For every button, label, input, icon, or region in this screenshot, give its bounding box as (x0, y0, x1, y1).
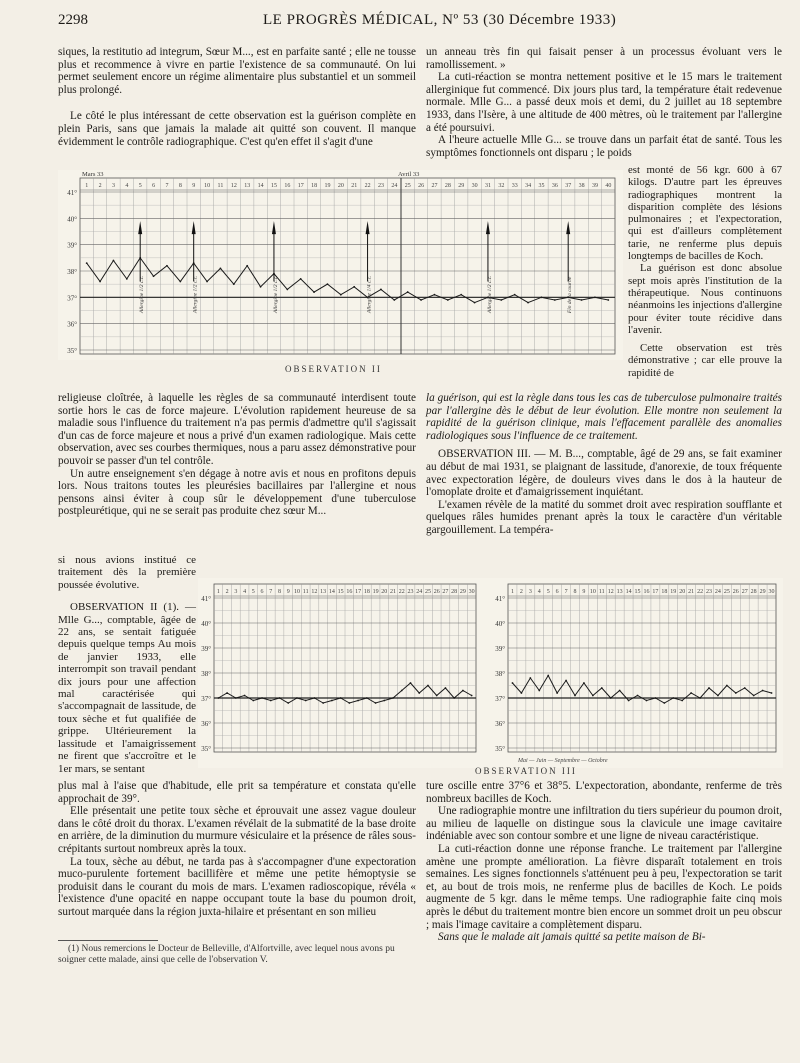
temperature-point (233, 283, 235, 285)
day-number-label: 25 (723, 589, 730, 595)
temperature-point (305, 700, 307, 702)
temperature-point (744, 687, 746, 689)
day-number-label: 28 (444, 183, 451, 189)
injection-marker-label: Fin de la courbe (567, 276, 574, 314)
day-number-label: 29 (759, 589, 766, 595)
day-number-label: 30 (768, 589, 775, 595)
injection-marker-label: Allergine 1/2 c.c. (192, 275, 199, 314)
temperature-point (529, 677, 531, 679)
day-number-label: 34 (525, 183, 532, 189)
injection-marker-label: Allergine 1/2 c.c. (139, 275, 146, 314)
day-number-label: 8 (278, 589, 281, 595)
day-number-label: 10 (204, 183, 211, 189)
temperature-point (260, 286, 262, 288)
day-number-label: 11 (217, 183, 224, 189)
temperature-point (313, 291, 315, 293)
chart-caption: OBSERVATION II (285, 364, 382, 374)
temperature-point (681, 700, 683, 702)
footnote-rule (58, 940, 158, 941)
temperature-point (672, 697, 674, 699)
paragraph: Un autre enseignement s'en dégage à notre avis et nous en profitons depuis lors. Nous traitons toutes les pleurésies bacillaires par l'allergine et nous pensons ainsi éviter à coup sûr le développement d'une tuberculose postpleurétique, qui ne se serait pas produite chez sœur M... (58, 467, 416, 518)
temperature-point (462, 690, 464, 692)
y-tick-label: 41° (67, 189, 77, 197)
y-tick-label: 40° (67, 215, 77, 224)
temperature-point (771, 692, 773, 694)
temperature-point (594, 296, 596, 298)
day-number-label: 19 (670, 589, 677, 595)
day-number-label: 35 (538, 183, 545, 189)
paragraph: ture oscille entre 37°6 et 38°5. L'expectoration, abondante, renferme de très nombreux bacilles de Koch. (426, 780, 782, 805)
temperature-point (287, 702, 289, 704)
day-number-label: 24 (391, 183, 398, 189)
temperature-point (717, 695, 719, 697)
paragraph: est monté de 56 kgr. 600 à 67 kilogs. D'autre part les épreuves radiographiques montrent la disparition complète des lésions pulmonaires ; et l'expectoration, qui est d'ailleurs complètement tarie, ne renferme plus depuis longtemps de bacilles de Koch. (628, 164, 782, 263)
temperature-point (619, 690, 621, 692)
temperature-point (99, 281, 101, 283)
start-month-label: Mars 33 (82, 171, 104, 178)
day-number-label: 22 (398, 589, 405, 595)
day-number-label: 29 (459, 589, 466, 595)
right-column-middle (426, 392, 782, 537)
right-column-top (426, 46, 782, 159)
day-number-label: 6 (260, 589, 264, 595)
temperature-point (514, 294, 516, 296)
temperature-point (610, 697, 612, 699)
day-number-label: 13 (616, 589, 623, 595)
day-number-label: 31 (484, 183, 491, 189)
day-number-label: 5 (138, 183, 142, 189)
temperature-point (366, 697, 368, 699)
temperature-point (380, 289, 382, 291)
temperature-point (601, 687, 603, 689)
day-number-label: 2 (98, 183, 102, 189)
paragraph: A l'heure actuelle Mlle G... se trouve dans un parfait état de santé. Tous les symptômes fonctionnels ont disparu ; le poids (426, 134, 782, 159)
day-number-label: 21 (688, 589, 695, 595)
day-number-label: 11 (302, 589, 309, 595)
day-number-label: 10 (589, 589, 596, 595)
day-number-label: 15 (634, 589, 641, 595)
temperature-point (556, 692, 558, 694)
temperature-point (628, 700, 630, 702)
temperature-chart-observation-3 (198, 578, 783, 768)
day-number-label: 11 (598, 589, 605, 595)
temperature-point (512, 682, 514, 684)
temperature-point (383, 700, 385, 702)
y-tick-label: 37° (495, 695, 505, 703)
day-number-label: 22 (697, 589, 704, 595)
right-column-bottom (426, 780, 782, 944)
day-number-label: 13 (320, 589, 327, 595)
day-number-label: 14 (625, 589, 632, 595)
temperature-point (331, 700, 333, 702)
temperature-point (420, 299, 422, 301)
temperature-point (410, 682, 412, 684)
paragraph: si nous avions institué ce traitement dès la première poussée évolutive. (58, 554, 196, 591)
day-number-label: 3 (111, 183, 115, 189)
temperature-point (113, 260, 115, 262)
day-number-label: 5 (251, 589, 255, 595)
day-number-label: 29 (458, 183, 465, 189)
day-number-label: 27 (442, 589, 449, 595)
y-tick-label: 41° (495, 595, 505, 603)
temperature-point (762, 690, 764, 692)
day-number-label: 1 (510, 589, 514, 595)
day-number-label: 20 (679, 589, 686, 595)
temperature-point (353, 286, 355, 288)
observation-2-paragraph: OBSERVATION II (1). — Mlle G..., comptable, âgée de 22 ans, se sentait fatiguée depuis quelque temps Au mois de janvier 1933, elle interrompit son travail pendant dix jours pour une affection mal caractérisée qui s'accompagnait de lassitude, de toux sèche et fut qualifiée de grippe. Ultérieurement la lassitude et l'amaigrissement ne firent que s'accroître et le 1er mars, se sentant (58, 601, 196, 775)
paragraph: La toux, sèche au début, ne tarda pas à s'accompagner d'une expectoration muco-purulente fortement bacillifère et même une petite hémoptysie se produisit dans le courant du mois de mars. L'examen radioscopique, révéla « l'existence d'une opacité en nappe occupant toute la base du poumon droit, surtout marquée dans la région juxta-hilaire et présentant en son milieu (58, 855, 416, 918)
temperature-point (261, 697, 263, 699)
day-number-label: 9 (286, 589, 290, 595)
temperature-point (226, 692, 228, 694)
temperature-point (126, 278, 128, 280)
day-number-label: 40 (605, 183, 612, 189)
temperature-point (547, 675, 549, 677)
temperature-point (471, 695, 473, 697)
day-number-label: 2 (225, 589, 229, 595)
temperature-point (699, 697, 701, 699)
temperature-point (348, 702, 350, 704)
temperature-point (427, 685, 429, 687)
temperature-point (655, 697, 657, 699)
y-tick-label: 40° (495, 620, 505, 628)
day-number-label: 18 (661, 589, 668, 595)
paragraph: Cette observation est très démonstrative ; car elle prouve la rapidité de (628, 342, 782, 379)
observation-3-paragraph: OBSERVATION III. — M. B..., comptable, âgé de 29 ans, se fait examiner au début de mai 1931, se plaignant de lassitude, d'anorexie, de toux fréquente avec expectoration légère, de douleurs vives dans le dos à la hauteur de l'omoplate droite et d'amaigrissement inquiétant. (426, 448, 782, 499)
day-number-label: 23 (407, 589, 414, 595)
day-number-label: 21 (351, 183, 358, 189)
temperature-point (300, 278, 302, 280)
day-number-label: 18 (363, 589, 370, 595)
day-number-label: 26 (732, 589, 739, 595)
right-column-beside-chart (628, 164, 782, 379)
temperature-point (393, 299, 395, 301)
temperature-point (726, 685, 728, 687)
injection-marker-label: Allergine 1/2 c.c. (486, 275, 493, 314)
day-number-label: 23 (377, 183, 384, 189)
day-number-label: 4 (537, 589, 541, 595)
temperature-point (436, 695, 438, 697)
temperature-point (527, 302, 529, 304)
temperature-point (500, 299, 502, 301)
temperature-point (314, 697, 316, 699)
temperature-point (206, 281, 208, 283)
temperature-point (708, 687, 710, 689)
day-number-label: 19 (372, 589, 379, 595)
temperature-point (541, 296, 543, 298)
paragraph: Une radiographie montre une infiltration du tiers supérieur du poumon droit, au milieu de laquelle on distingue sous la clavicule une image cavitaire indéniable avec son contour sombre et une ligne de niveau caractéristique. (426, 805, 782, 843)
y-tick-label: 35° (495, 745, 505, 753)
y-tick-label: 36° (67, 320, 77, 329)
day-number-label: 21 (390, 589, 397, 595)
paragraph: La cuti-réaction se montra nettement positive et le 15 mars le traitement allerginique fut commencé. Dix jours plus tard, la température était redevenue normale. Mlle G... a passé deux mois et demi, du 2 juillet au 18 septembre 1933, dans l'Isère, à une altitude de 400 mètres, où le traitement par l'allergine a été poursuivi. (426, 71, 782, 134)
y-tick-label: 38° (495, 670, 505, 678)
day-number-label: 39 (591, 183, 598, 189)
day-number-label: 8 (573, 589, 577, 595)
day-number-label: 16 (643, 589, 650, 595)
paragraph: Elle présentait une petite toux sèche et éprouvait une assez vague douleur dans le côté droit du thorax. L'examen révélait de la submatité de la base droite en arrière, de la diminution du murmure vésiculaire et la présence de râles sous-crépitants surtout nombreux après la toux. (58, 805, 416, 855)
day-number-label: 8 (178, 183, 182, 189)
day-number-label: 25 (404, 183, 411, 189)
day-number-label: 20 (337, 183, 344, 189)
temperature-point (322, 702, 324, 704)
mid-month-label: Avril 33 (398, 171, 420, 178)
day-number-label: 18 (311, 183, 318, 189)
day-number-label: 13 (244, 183, 251, 189)
temperature-point (592, 695, 594, 697)
day-number-label: 1 (85, 183, 89, 189)
temperature-point (574, 695, 576, 697)
day-number-label: 37 (565, 183, 572, 189)
temperature-point (279, 697, 281, 699)
injection-marker-arrow (566, 221, 570, 234)
injection-marker-arrow (192, 221, 196, 234)
day-number-label: 6 (152, 183, 156, 189)
day-number-label: 17 (652, 589, 659, 595)
y-tick-label: 38° (201, 670, 211, 678)
paragraph: siques, la restitutio ad integrum, Sœur M..., est en parfaite santé ; elle ne tousse plus et recommence à vivre en partie l'existence de sa communauté. On lui permet seulement encore un régime alimentaire plus substantiel et un sommeil plus prolongé. (58, 46, 416, 96)
footnote: (1) Nous remercions le Docteur de Belleville, d'Alfortville, avec lequel nous avons pu soigner cette malade, ainsi que celle de l'observation V. (58, 944, 395, 965)
temperature-point (286, 289, 288, 291)
day-number-label: 3 (528, 589, 532, 595)
day-number-label: 36 (551, 183, 558, 189)
day-number-label: 20 (381, 589, 388, 595)
temperature-point (646, 700, 648, 702)
day-number-label: 12 (607, 589, 614, 595)
day-number-label: 4 (243, 589, 247, 595)
temperature-point (690, 692, 692, 694)
day-number-label: 7 (165, 183, 169, 189)
day-number-label: 27 (431, 183, 438, 189)
paragraph: un anneau très fin qui faisait penser à un processus évoluant vers le ramollissement. » (426, 46, 782, 71)
temperature-point (340, 697, 342, 699)
day-number-label: 28 (750, 589, 757, 595)
temperature-point (375, 702, 377, 704)
day-number-label: 22 (364, 183, 371, 189)
temperature-point (217, 697, 219, 699)
temperature-point (583, 682, 585, 684)
day-number-label: 4 (125, 183, 129, 189)
temperature-point (86, 262, 88, 264)
day-number-label: 38 (578, 183, 585, 189)
day-number-label: 25 (424, 589, 431, 595)
day-number-label: 12 (230, 183, 237, 189)
left-column-bottom (58, 780, 416, 919)
y-tick-label: 38° (67, 268, 77, 276)
day-number-label: 15 (337, 589, 344, 595)
temperature-point (235, 697, 237, 699)
page-header (58, 12, 780, 32)
day-number-label: 17 (297, 183, 304, 189)
injection-marker-arrow (366, 221, 370, 234)
paragraph: La guérison est donc absolue sept mois après l'institution de la thérapeutique. Nous continuons néanmoins les injections d'allergine pour éviter toute récidive dans l'avenir. (628, 262, 782, 336)
temperature-point (407, 291, 409, 293)
temperature-point (340, 294, 342, 296)
day-number-label: 12 (311, 589, 318, 595)
paragraph: La cuti-réaction donne une réponse franche. Le traitement par l'allergine amène une prompte amélioration. La fièvre disparaît totalement en trois semaines. Les signes fonctionnels s'atténuent peu à peu, l'expectoration se tarit et, au bout de trois mois, ne renferme plus de bacilles de Koch. Le poids augmente de 5 kgr. dans le même temps. Une radiographie faite cinq mois après le début du traitement montre bien encore un sommet droit un peu obscur ; mais l'image cavitaire a complètement disparu. (426, 842, 782, 931)
day-number-label: 7 (564, 589, 568, 595)
day-number-label: 26 (433, 589, 440, 595)
day-number-label: 16 (284, 183, 291, 189)
day-number-label: 15 (270, 183, 277, 189)
page-number: 2298 (58, 12, 88, 28)
day-number-label: 9 (192, 183, 196, 189)
day-number-label: 19 (324, 183, 331, 189)
temperature-point (392, 697, 394, 699)
day-number-label: 2 (519, 589, 523, 595)
temperature-point (270, 700, 272, 702)
chart-bottom-note: Mai — Juin — Septembre — Octobre (518, 758, 608, 764)
day-number-label: 9 (582, 589, 586, 595)
y-tick-label: 41° (201, 595, 211, 603)
day-number-label: 1 (216, 589, 220, 595)
temperature-point (474, 302, 476, 304)
day-number-label: 5 (546, 589, 550, 595)
paragraph: L'examen révèle de la matité du sommet droit avec respiration soufflante et quelques râles humides prenant après la toux le caractère d'un véritable gargouillement. La tempéra- (426, 498, 782, 536)
y-tick-label: 40° (201, 620, 211, 628)
y-tick-label: 37° (67, 294, 77, 303)
y-tick-label: 39° (495, 645, 505, 653)
temperature-point (357, 700, 359, 702)
temperature-point (538, 690, 540, 692)
left-column-top (58, 46, 416, 148)
temperature-point (418, 692, 420, 694)
paragraph: Le côté le plus intéressant de cette observation est la guérison complète en plein Paris, sans que jamais la malade ait quitté son couvent. Il manque évidemment le contrôle radiographique. C'est qu'en effet il s'agit d'une (58, 110, 416, 148)
day-number-label: 24 (714, 589, 721, 595)
y-tick-label: 36° (201, 720, 211, 728)
day-number-label: 7 (269, 589, 273, 595)
paragraph: Sans que le malade ait jamais quitté sa petite maison de Bi- (438, 931, 706, 944)
y-tick-label: 37° (201, 695, 211, 703)
temperature-point (753, 695, 755, 697)
day-number-label: 32 (498, 183, 505, 189)
day-number-label: 24 (416, 589, 423, 595)
chart-caption: OBSERVATION III (475, 766, 577, 776)
temperature-point (166, 265, 168, 267)
day-number-label: 17 (355, 589, 362, 595)
day-number-label: 30 (471, 183, 478, 189)
day-number-label: 6 (555, 589, 559, 595)
temperature-point (453, 697, 455, 699)
injection-marker-label: Allergine 1/2 c.c. (272, 275, 279, 314)
injection-marker-arrow (486, 221, 490, 234)
temperature-chart-observation-2 (58, 170, 623, 360)
temperature-point (179, 281, 181, 283)
day-number-label: 10 (293, 589, 300, 595)
temperature-point (153, 275, 155, 277)
temperature-point (447, 299, 449, 301)
day-number-label: 23 (706, 589, 712, 595)
left-narrow-column (58, 554, 196, 775)
y-tick-label: 39° (67, 241, 77, 250)
temperature-point (663, 702, 665, 704)
y-tick-label: 35° (67, 347, 77, 355)
temperature-point (246, 265, 248, 267)
temperature-point (565, 680, 567, 682)
day-number-label: 27 (741, 589, 748, 595)
day-number-label: 30 (468, 589, 475, 595)
temperature-point (581, 299, 583, 301)
day-number-label: 14 (257, 183, 264, 189)
paragraph: la guérison, qui est la règle dans tous les cas de tuberculose pulmonaire traités par l'allergine dès le début de leur évolution. Elle montre non seulement la rapidité de la guérison clinique, mais l'effacement parallèle des anomalies radiologiques sous l'influence de ce traitement. (426, 392, 782, 442)
temperature-point (434, 294, 436, 296)
temperature-point (521, 692, 523, 694)
paragraph: plus mal à l'aise que d'habitude, elle prit sa température et constata qu'elle approchait de 39°. (58, 780, 416, 805)
left-column-middle (58, 392, 416, 518)
temperature-point (252, 700, 254, 702)
temperature-point (554, 299, 556, 301)
day-number-label: 26 (418, 183, 425, 189)
y-tick-label: 36° (495, 720, 505, 728)
y-tick-label: 35° (201, 745, 211, 753)
day-number-label: 28 (451, 589, 458, 595)
injection-marker-arrow (138, 221, 142, 234)
temperature-point (296, 697, 298, 699)
temperature-point (460, 294, 462, 296)
day-number-label: 14 (328, 589, 335, 595)
journal-title: LE PROGRÈS MÉDICAL, Nº 53 (30 Décembre 1933) (263, 12, 617, 28)
temperature-point (244, 695, 246, 697)
temperature-point (327, 283, 329, 285)
temperature-point (607, 299, 609, 301)
day-number-label: 33 (511, 183, 518, 189)
y-tick-label: 39° (201, 645, 211, 653)
temperature-point (401, 690, 403, 692)
paragraph: religieuse cloîtrée, à laquelle les règles de sa communauté interdisent toute sortie hors le cas de force majeure. L'évolution rapidement heureuse de sa maladie sous l'influence du traitement n'a pas permis d'admettre qu'il s'agissait d'un cas de force majeure et nous a privé d'un examen radiologique. Mais cette observation, avec ses courbes thermiques, nous a paru assez démonstrative pour pouvoir se passer d'un tel contrôle. (58, 392, 416, 467)
injection-marker-arrow (272, 221, 276, 234)
day-number-label: 16 (346, 589, 353, 595)
temperature-point (637, 695, 639, 697)
injection-marker-label: Allergine 1/4 c.c. (366, 275, 373, 314)
temperature-point (220, 267, 222, 269)
temperature-point (445, 687, 447, 689)
day-number-label: 3 (234, 589, 238, 595)
temperature-point (735, 692, 737, 694)
